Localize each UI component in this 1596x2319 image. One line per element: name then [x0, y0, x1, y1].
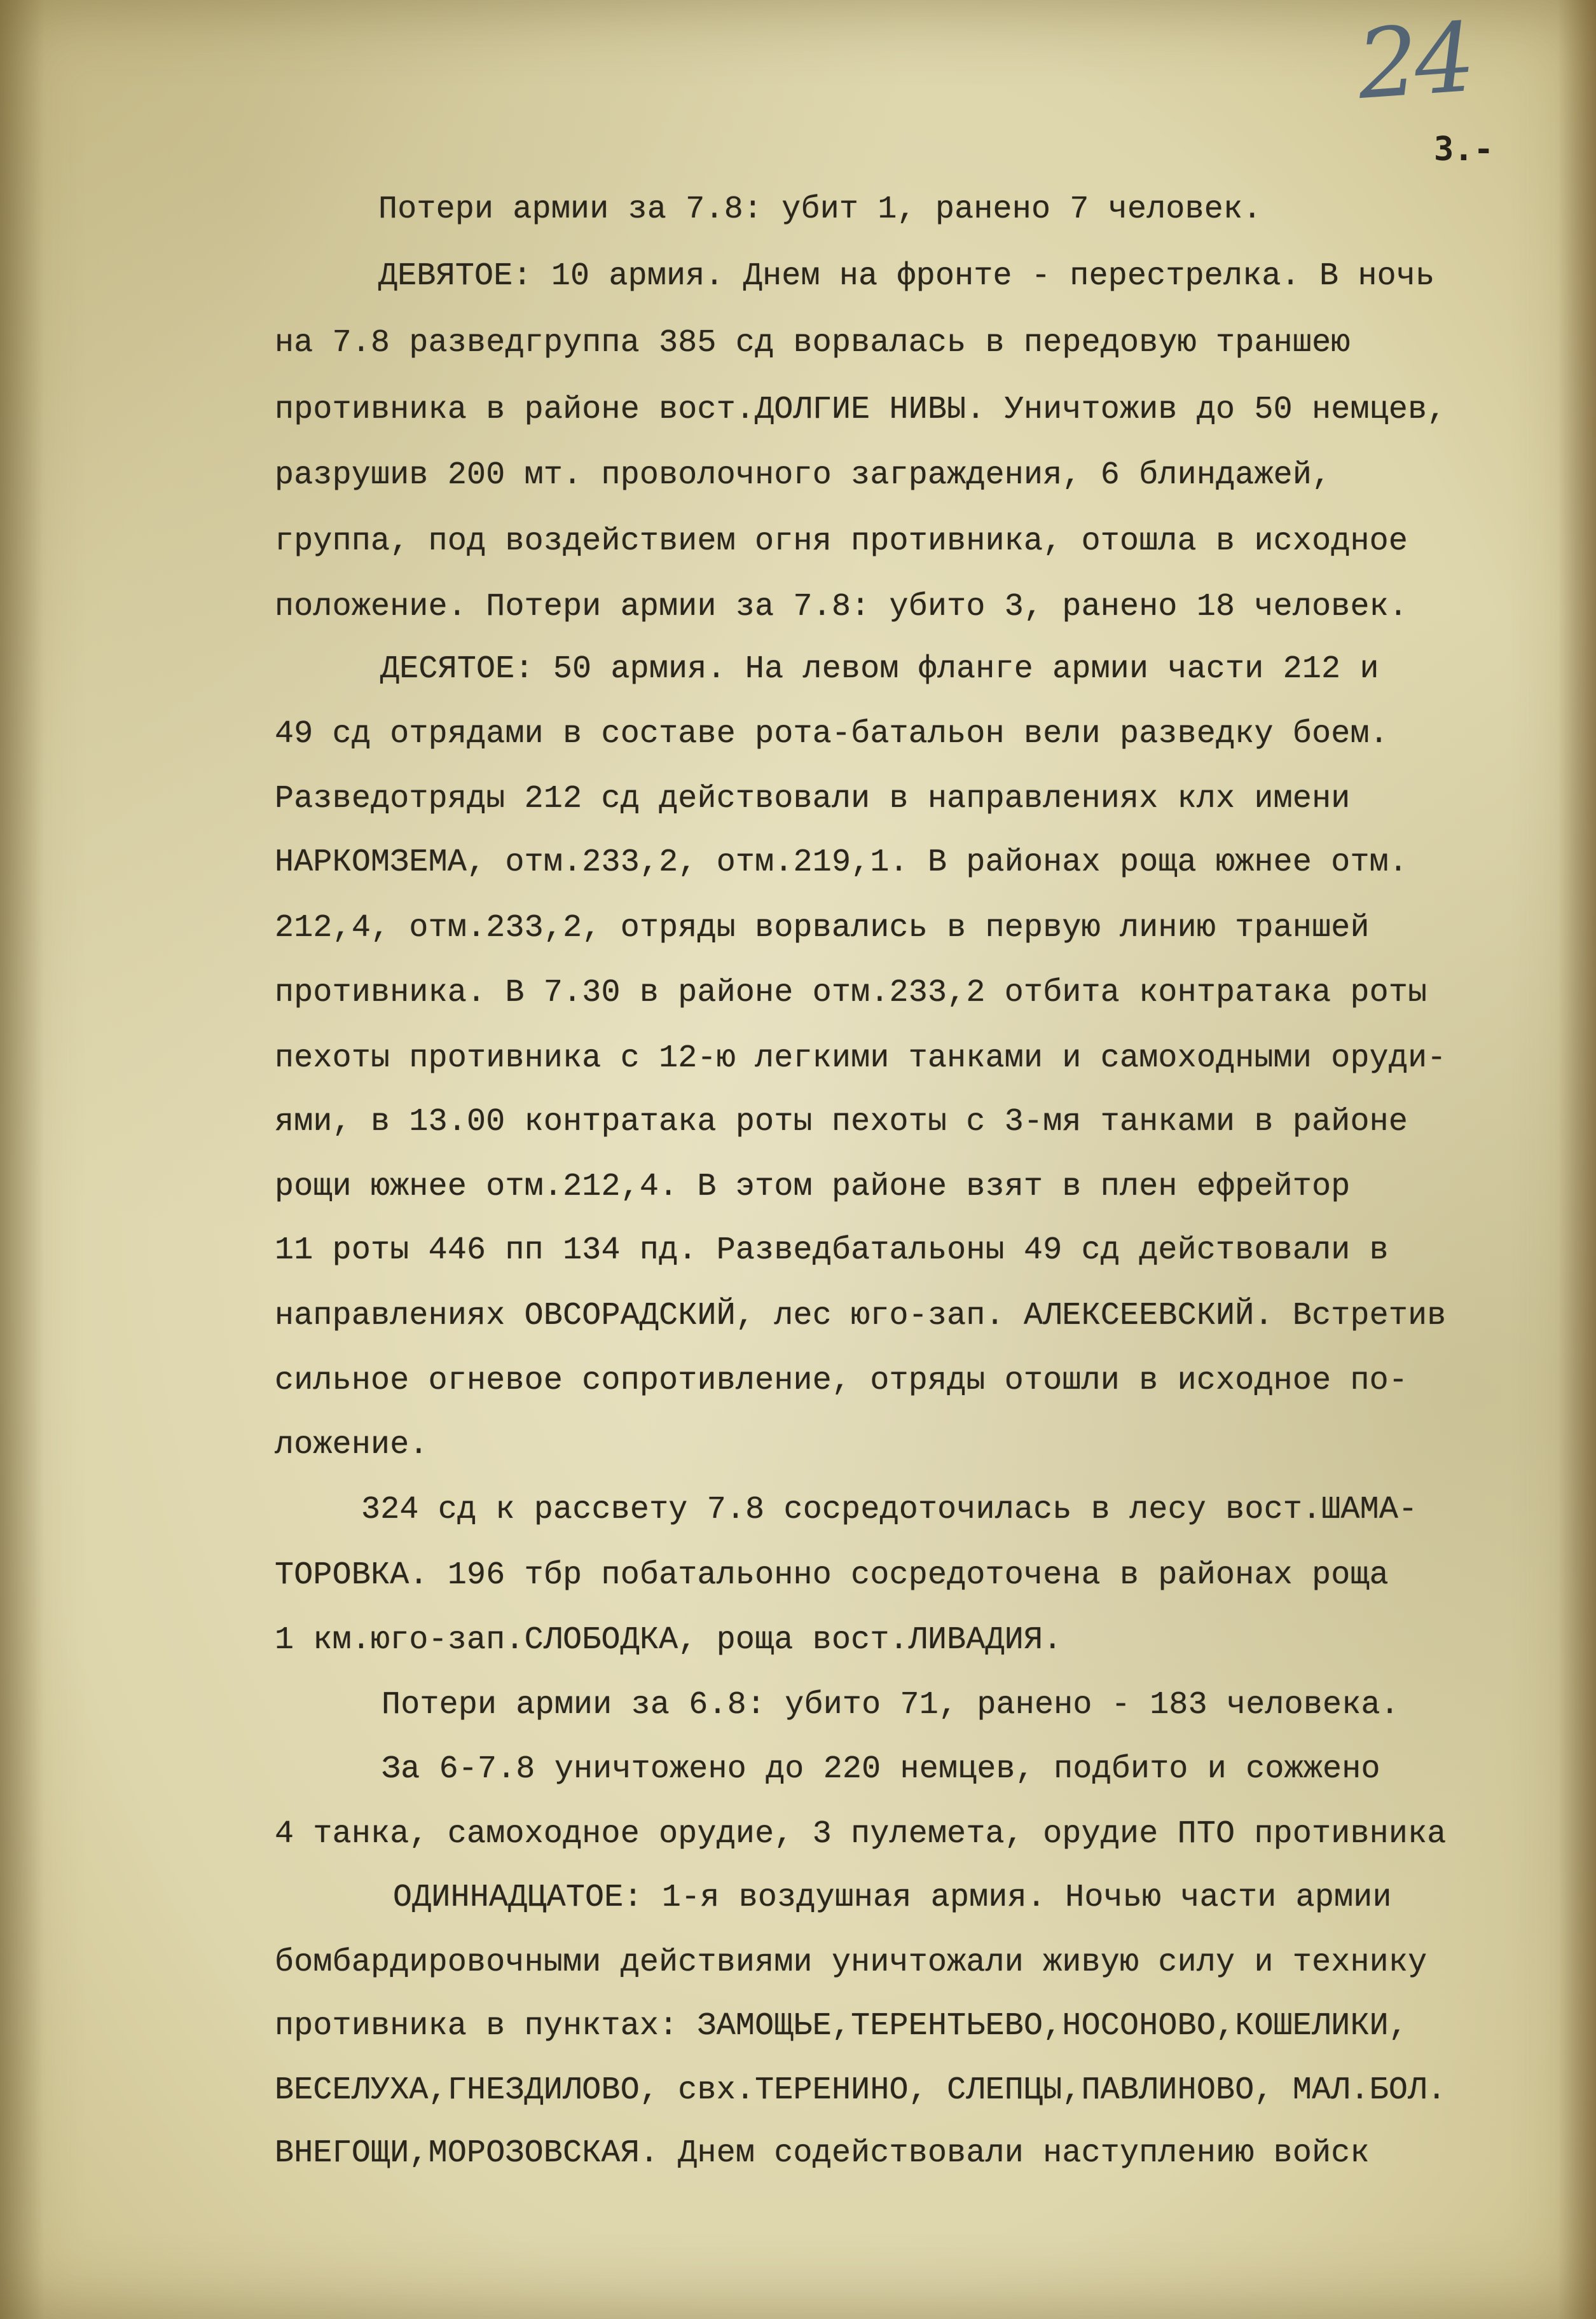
text-line: Потери армии за 6.8: убито 71, ранено - 183 человека. — [382, 1687, 1400, 1723]
text-line: ВНЕГОЩИ,МОРОЗОВСКАЯ. Днем содействовали наступлению войск — [275, 2135, 1370, 2171]
text-line: на 7.8 разведгруппа 385 сд ворвалась в передовую траншею — [275, 325, 1351, 361]
text-line: бомбардировочными действиями уничтожали живую силу и технику — [275, 1944, 1427, 1981]
text-line: ТОРОВКА. 196 тбр побатальонно сосредоточена в районах роща — [275, 1557, 1389, 1593]
text-line: ВЕСЕЛУХА,ГНЕЗДИЛОВО, свх.ТЕРЕНИНО, СЛЕПЦЫ,ПАВЛИНОВО, МАЛ.БОЛ. — [275, 2072, 1447, 2109]
text-line: противника в пунктах: ЗАМОЩЬЕ,ТЕРЕНТЬЕВО,НОСОНОВО,КОШЕЛИКИ, — [275, 2008, 1408, 2044]
text-line: ДЕВЯТОЕ: 10 армия. Днем на фронте - перестрелка. В ночь — [378, 258, 1435, 294]
text-line: Потери армии за 7.8: убит 1, ранено 7 человек. — [378, 191, 1262, 228]
text-line: направлениях ОВСОРАДСКИЙ, лес юго-зап. АЛЕКСЕЕВСКИЙ. Встретив — [275, 1298, 1447, 1334]
text-line: ОДИННАДЦАТОЕ: 1-я воздушная армия. Ночью части армии — [393, 1880, 1392, 1916]
text-line: НАРКОМЗЕМА, отм.233,2, отм.219,1. В районах роща южнее отм. — [275, 844, 1408, 881]
text-line: ДЕСЯТОЕ: 50 армия. На левом фланге армии части 212 и — [380, 651, 1379, 687]
text-line: положение. Потери армии за 7.8: убито 3, ранено 18 человек. — [275, 589, 1408, 625]
text-line: группа, под воздействием огня противника, отошла в исходное — [275, 523, 1408, 560]
text-line: противника. В 7.30 в районе отм.233,2 отбита контратака роты — [275, 975, 1427, 1011]
text-line: сильное огневое сопротивление, отряды отошли в исходное по- — [275, 1363, 1408, 1399]
text-line: Разведотряды 212 сд действовали в направлениях клх имени — [275, 781, 1351, 817]
text-line: 212,4, отм.233,2, отряды ворвались в первую линию траншей — [275, 910, 1370, 946]
text-line: разрушив 200 мт. проволочного заграждения, 6 блиндажей, — [275, 457, 1331, 493]
text-line: 4 танка, самоходное орудие, 3 пулемета, орудие ПТО противника — [275, 1816, 1447, 1852]
text-line: За 6-7.8 уничтожено до 220 немцев, подбито и сожжено — [382, 1751, 1380, 1787]
text-line: 324 сд к рассвету 7.8 сосредоточилась в лесу вост.ШАМА- — [361, 1492, 1418, 1528]
text-line: ложение. — [275, 1427, 429, 1463]
text-line: 49 сд отрядами в составе рота-батальон вели разведку боем. — [275, 716, 1389, 752]
text-line: ями, в 13.00 контратака роты пехоты с 3-мя танками в районе — [275, 1104, 1408, 1140]
text-line: пехоты противника с 12-ю легкими танками и самоходными оруди- — [275, 1040, 1447, 1077]
text-line: 11 роты 446 пп 134 пд. Разведбатальоны 49 сд действовали в — [275, 1232, 1389, 1269]
page-number: 3.- — [1434, 130, 1494, 169]
handwritten-folio-number: 24 — [1354, 2, 1475, 121]
text-line: рощи южнее отм.212,4. В этом районе взят в плен ефрейтор — [275, 1169, 1351, 1205]
text-line: 1 км.юго-зап.СЛОБОДКА, роща вост.ЛИВАДИЯ. — [275, 1622, 1063, 1658]
text-line: противника в районе вост.ДОЛГИЕ НИВЫ. Уничтожив до 50 немцев, — [275, 392, 1447, 428]
